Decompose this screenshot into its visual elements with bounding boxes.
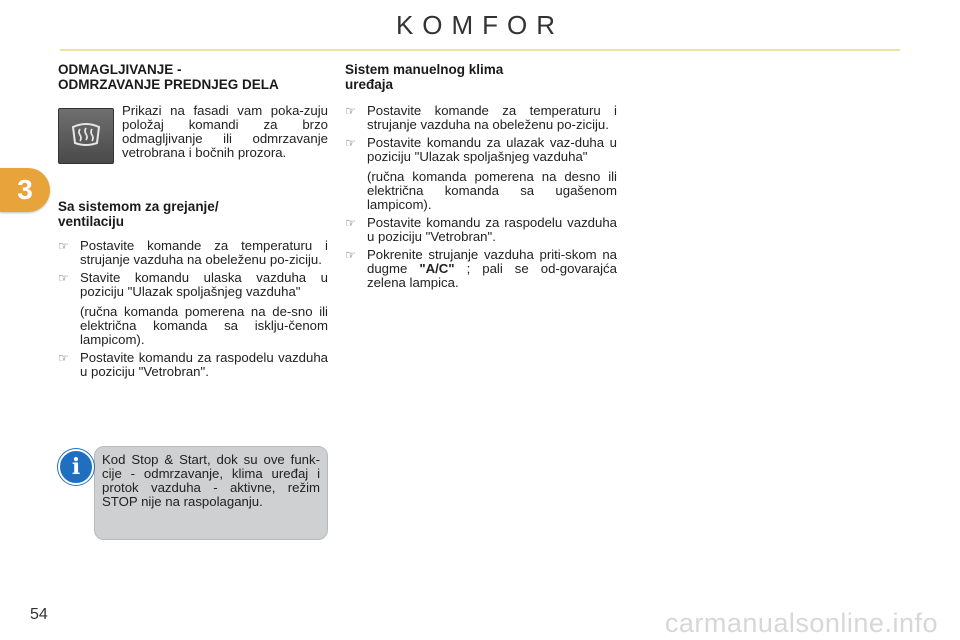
ac-button-label: "A/C" bbox=[419, 261, 455, 276]
chapter-tab[interactable]: 3 bbox=[0, 168, 50, 212]
heating-steps bbox=[58, 239, 328, 379]
pointing-hand-icon: ☞ bbox=[345, 248, 356, 262]
left-column bbox=[58, 62, 328, 379]
watermark: carmanualsonline.info bbox=[664, 608, 938, 638]
section-heading-manual-ac: Sistem manuelnog klima uređaja bbox=[345, 62, 504, 92]
rear-defrost-icon bbox=[58, 108, 114, 164]
list-item: ☞ Postavite komandu za ulazak vaz-duha u poziciju "Ulazak spoljašnjeg vazduha" bbox=[345, 135, 617, 164]
pointing-hand-icon: ☞ bbox=[58, 351, 69, 365]
list-item: ☞ Postavite komandu za raspodelu vazduha u poziciju "Vetrobran". bbox=[58, 350, 328, 379]
info-icon: i bbox=[58, 449, 94, 485]
page-number: 54 bbox=[30, 606, 48, 623]
list-item: ☞ Pokrenite strujanje vazduha priti-skom na dugme "A/C" ; pali se od-govarajća zelena lampica. bbox=[345, 247, 617, 290]
defrost-description: Prikazi na fasadi vam poka-zuju položaj komandi za brzo odmagljivanje ili odmrzavanje vetrobrana i bočnih prozora. bbox=[122, 103, 328, 160]
note-text: (ručna komanda pomerena na de-sno ili električna komanda sa isklju-čenom lampicom). bbox=[80, 304, 328, 347]
list-item: ☞ Stavite komandu ulaska vazduha u poziciju "Ulazak spoljašnjeg vazduha" bbox=[58, 270, 328, 299]
pointing-hand-icon: ☞ bbox=[345, 216, 356, 230]
section-heading-heating: Sa sistemom za grejanje/ ventilaciju bbox=[58, 199, 219, 229]
pointing-hand-icon: ☞ bbox=[58, 239, 69, 253]
list-item: ☞ Postavite komande za temperaturu i strujanje vazduha na obeleženu po-ziciju. bbox=[58, 238, 328, 267]
defrost-row bbox=[58, 104, 328, 164]
header-divider bbox=[60, 49, 900, 51]
pointing-hand-icon: ☞ bbox=[58, 271, 69, 285]
list-item: ☞ Postavite komandu za raspodelu vazduha u poziciju "Vetrobran". bbox=[345, 215, 617, 244]
pointing-hand-icon: ☞ bbox=[345, 136, 356, 150]
note-text: (ručna komanda pomerena na desno ili električna komanda sa ugašenom lampicom). bbox=[367, 169, 617, 212]
list-item: ☞ Postavite komande za temperaturu i strujanje vazduha na obeleženu po-ziciju. bbox=[345, 103, 617, 132]
info-text: Kod Stop & Start, dok su ove funk-cije - odmrzavanje, klima uređaj i protok vazduha - aktivne, režim STOP nije na raspolaganju. bbox=[102, 452, 320, 509]
manual-ac-steps bbox=[345, 104, 617, 290]
page-title: KOMFOR bbox=[395, 10, 565, 40]
section-heading-defrost: ODMAGLJIVANJE - ODMRZAVANJE PREDNJEG DELA bbox=[58, 62, 279, 92]
right-column bbox=[345, 62, 617, 290]
pointing-hand-icon: ☞ bbox=[345, 104, 356, 118]
